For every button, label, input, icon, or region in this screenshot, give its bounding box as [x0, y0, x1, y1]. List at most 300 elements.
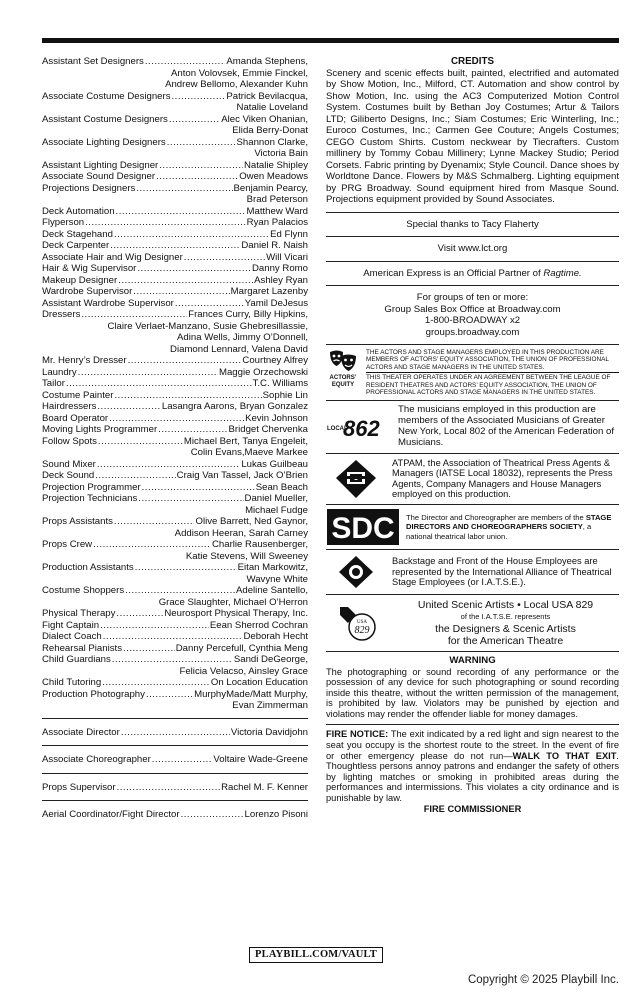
- credit-name-continued: Andrew Bellomo, Alexander Kuhn: [165, 79, 308, 90]
- credit-name: Shannon Clarke,: [236, 136, 308, 148]
- fire-notice-text-2: . Thoughtless persons annoy patrons and endanger the safety of others by lighting matches or smoking in prohibited areas during the performances and intermissions. This violates a city ordinance and is punishable by law.: [326, 750, 619, 804]
- credit-role: Board Operator: [42, 412, 109, 424]
- credit-line: [42, 654, 308, 666]
- credit-name-continued: Wavyne White: [246, 573, 308, 585]
- credit-line: [42, 677, 308, 689]
- warning-body: The photographing or sound recording of any performance or the possession of any device for such photographing or sound recording inside this theatre, without the written permission of the management, is prohibited by law. Violators may be punished by ejection and violations may render the offender liable for money damages.: [326, 666, 619, 719]
- credit-entry: [42, 160, 308, 172]
- credit-line: [42, 401, 308, 413]
- usa-829-emblem-icon: [334, 603, 378, 643]
- credit-name: Craig Van Tassel, Jack O’Brien: [176, 470, 308, 481]
- divider: [42, 773, 308, 774]
- leader-dots: [152, 754, 213, 766]
- credit-line: [42, 240, 308, 252]
- divider: [326, 236, 619, 237]
- credit-entry: [42, 114, 308, 137]
- credit-name: On Location Education: [210, 677, 308, 688]
- credit-line: [42, 171, 308, 183]
- top-rule: [42, 38, 619, 43]
- credit-entry: [42, 378, 308, 390]
- credit-name: Alec Viken Ohanian,: [221, 113, 308, 125]
- credit-entry: [42, 367, 308, 379]
- credit-name: Margaret Lazenby: [230, 286, 308, 297]
- equity-text: THE ACTORS AND STAGE MANAGERS EMPLOYED IN THIS PRODUCTION ARE MEMBERS OF ACTORS’ EQUITY ASSOCIATION, THE UNION OF PROFESSIONAL ACTORS AND STAGE MANAGERS IN THE UNITED STATES.: [366, 349, 619, 373]
- credit-entry: [42, 183, 308, 206]
- credit-name: Olive Barrett, Ned Gaynor,: [195, 516, 308, 527]
- credit-role: Assistant Wardrobe Supervisor: [42, 297, 174, 309]
- sdc-text: The Director and Choreographer are members of the: [406, 513, 586, 523]
- credit-line: [42, 355, 308, 367]
- credit-name: Ryan Palacios: [246, 217, 308, 228]
- divider: [326, 400, 619, 401]
- leader-dots: [128, 355, 242, 367]
- credit-name: Victoria Davidjohn: [230, 726, 308, 738]
- credits-column: [326, 56, 619, 815]
- show-title: Ragtime.: [543, 267, 582, 279]
- credit-name: Lorenzo Pisoni: [244, 809, 308, 820]
- leader-dots: [159, 160, 243, 172]
- credit-role: Moving Lights Programmer: [42, 424, 158, 435]
- credit-line: [42, 217, 308, 229]
- credit-entry: [42, 240, 308, 252]
- credit-name: Eean Sherrod Cochran: [209, 619, 308, 631]
- leader-dots: [167, 137, 236, 149]
- credit-line: [42, 470, 308, 482]
- credits-body: Scenery and scenic effects built, painted, electrified and automated by Show Motion, Inc., Milford, CT. Automation and show control by Show Motion, Inc. using the AC3 Computerized Motion Control System. Costumes built by Bethan Joy Costumes; Artur & Tailors LTD; Giliberto Designs, Inc.; Siam Costumes; Eric Winterling, Inc.; Euroco Costumes, Inc.; Carmen Gee Couture; Angels Costumes; CEGO Custom Shirts. Custom neckwear by Tiecrafters. Custom millinery by Tommy Cobau Millinery; Lynne Mackey Studio; Period Corsets. Fabric printing by Dyenamix; Style Council. Dance shoes by Worldtone Dance. Flowers by M&S Schmalberg. Lighting equipment by PRG Broadway. Sound equipment hired from Masque Sound. Projections equipment provided by Sound Associates.: [326, 67, 619, 205]
- fire-commissioner: FIRE COMMISSIONER: [423, 803, 522, 814]
- usa-text-line: United Scenic Artists • Local USA 829: [417, 599, 594, 611]
- credit-name-continued: Natalie Loveland: [236, 102, 308, 113]
- usa-text-line: of the I.A.T.S.E. represents: [460, 612, 551, 621]
- credit-name: Eitan Markowitz,: [237, 562, 308, 573]
- credit-name: Yamil DeJesus: [244, 297, 308, 309]
- credit-line: [42, 252, 308, 264]
- credit-role: Associate Choreographer: [42, 754, 151, 765]
- credit-entry: [42, 229, 308, 241]
- leader-dots: [93, 539, 211, 551]
- leader-dots: [97, 459, 240, 471]
- credit-name: Will Vicari: [266, 251, 308, 263]
- divider: [326, 285, 619, 286]
- credit-role: Hairdressers: [42, 401, 97, 412]
- credit-entry: [42, 608, 308, 620]
- credit-line: [42, 206, 308, 218]
- credit-role: Props Crew: [42, 539, 93, 550]
- leader-dots: [123, 643, 175, 655]
- credit-role: Projection Technicians: [42, 493, 138, 504]
- credit-name: Sandi DeGeorge,: [233, 654, 308, 665]
- credit-entry: [42, 470, 308, 482]
- leader-dots: [114, 390, 261, 402]
- leader-dots: [95, 470, 175, 482]
- credit-role: Rehearsal Pianists: [42, 642, 122, 654]
- leader-dots: [114, 229, 269, 241]
- credit-entry: [42, 137, 308, 160]
- credit-role: Associate Lighting Designers: [42, 136, 166, 148]
- credit-line: [42, 459, 308, 471]
- leader-dots: [100, 620, 209, 632]
- credit-line: [42, 275, 308, 287]
- divider: [42, 718, 308, 719]
- credit-role: Child Tutoring: [42, 677, 102, 688]
- sdc-logo-icon: [327, 509, 399, 545]
- leader-dots: [169, 114, 220, 126]
- credit-line: [42, 56, 308, 68]
- iatse-notice: [326, 554, 619, 590]
- credit-line: [42, 137, 308, 149]
- credit-name: Benjamin Pearcy,: [233, 182, 308, 194]
- credit-entry: [42, 91, 308, 114]
- credit-name-continued: Brad Peterson: [246, 194, 308, 205]
- credit-entry: [42, 309, 308, 355]
- credit-line: [42, 562, 308, 574]
- credit-role: Props Supervisor: [42, 781, 116, 793]
- credit-entry: [42, 516, 308, 539]
- divider: [326, 724, 619, 725]
- credit-name: Deborah Hecht: [243, 631, 308, 642]
- playbill-vault-link[interactable]: PLAYBILL.COM/VAULT: [249, 947, 383, 963]
- divider: [326, 212, 619, 213]
- credit-line: [42, 782, 308, 794]
- leader-dots: [158, 424, 227, 436]
- credit-name: Sophie Lin: [262, 389, 308, 401]
- leader-dots: [181, 809, 244, 821]
- credit-line: [42, 229, 308, 241]
- credit-name: Lasangra Aarons, Bryan Gonzalez: [161, 401, 308, 412]
- credit-name: Daniel R. Naish: [241, 240, 308, 251]
- credit-name: Charlie Rausenberger,: [212, 539, 308, 550]
- local-802-notice: [326, 405, 619, 448]
- sdc-name: STAGE DIRECTORS AND CHOREOGRAPHERS SOCIETY: [406, 513, 612, 532]
- credit-line: [42, 91, 308, 103]
- credit-role: Associate Costume Designers: [42, 90, 171, 102]
- divider: [326, 453, 619, 454]
- credit-entry: [42, 171, 308, 183]
- atpam-text: ATPAM, the Association of Theatrical Press Agents & Managers (IATSE Local 18032), represents the Press Agents, Company Managers and House Managers employed on this production.: [392, 457, 613, 500]
- credit-name: Ashley Ryan: [254, 274, 308, 286]
- credit-role: Aerial Coordinator/Fight Director: [42, 809, 180, 820]
- credit-name: T.C. Williams: [252, 378, 308, 389]
- credit-role: Dialect Coach: [42, 631, 102, 642]
- divider: [326, 261, 619, 262]
- credit-entry: [42, 401, 308, 413]
- divider: [326, 651, 619, 652]
- leader-dots: [184, 252, 265, 264]
- leader-dots: [116, 608, 163, 620]
- credit-name: Courtney Alfrey: [242, 355, 308, 366]
- fire-notice-text: The exit indicated by a red light and sign nearest to the seat you occupy is the shortest route to the street. In the event of fire or other emergency please do not run—: [326, 729, 620, 761]
- credit-role: Deck Sound: [42, 470, 95, 481]
- credit-line: [42, 727, 308, 739]
- leader-dots: [125, 585, 235, 597]
- credit-line: [42, 263, 308, 275]
- local-802-icon: [327, 414, 391, 440]
- divider: [42, 800, 308, 801]
- group-sales: [326, 292, 619, 338]
- credit-entry: [42, 654, 308, 677]
- credit-line: [42, 367, 308, 379]
- credit-entry: [42, 206, 308, 218]
- svg-text:USA: USA: [356, 620, 368, 625]
- credit-name: Owen Meadows: [239, 171, 308, 182]
- credit-role: Fight Captain: [42, 619, 100, 631]
- credit-entry: [42, 585, 308, 608]
- credit-role: Physical Therapy: [42, 608, 116, 619]
- leader-dots: [66, 378, 252, 390]
- credit-name-continued: Grace Slaughter, Michael O’Herron: [158, 596, 308, 608]
- credit-line: [42, 286, 308, 298]
- leader-dots: [142, 482, 255, 494]
- credit-line: [42, 309, 308, 321]
- divider: [326, 504, 619, 505]
- iatse-logo: [326, 554, 386, 590]
- leader-dots: [121, 727, 230, 739]
- usa-829-number: 829: [354, 625, 370, 636]
- credit-entry: [42, 562, 308, 585]
- leader-dots: [114, 516, 195, 528]
- credit-name-continued: Colin Evans,Maeve Markee: [190, 447, 308, 458]
- fire-notice-label: FIRE NOTICE:: [326, 729, 389, 740]
- credit-entry: [42, 298, 308, 310]
- amex-partner: [326, 268, 619, 280]
- amex-text: American Express is an Official Partner of: [363, 267, 544, 279]
- leader-dots: [78, 367, 218, 379]
- leader-dots: [85, 217, 246, 229]
- leader-dots: [146, 689, 193, 701]
- leader-dots: [116, 206, 246, 218]
- credit-name-continued: Adina Wells, Jimmy O’Donnell,: [177, 332, 308, 343]
- credit-name-continued: Elida Berry-Donat: [232, 125, 308, 136]
- credit-name: Michael Bert, Tanya Engeleit,: [183, 435, 308, 447]
- leader-dots: [98, 436, 183, 448]
- credit-name: Danny Percefull, Cynthia Meng: [175, 642, 308, 654]
- credit-line: [42, 390, 308, 402]
- credit-line: [42, 539, 308, 551]
- credit-line: [42, 436, 308, 448]
- credit-entry: [42, 286, 308, 298]
- credit-entry: [42, 754, 308, 766]
- credit-name: Danny Romo: [252, 263, 308, 274]
- credit-name-continued: Claire Verlaet-Manzano, Susie Ghebresillassie,: [107, 320, 308, 332]
- credit-name: Frances Curry, Billy Hipkins,: [188, 309, 308, 320]
- visit-link[interactable]: Visit www.lct.org: [437, 243, 508, 254]
- leader-dots: [133, 286, 229, 298]
- credit-role: Tailor: [42, 378, 65, 389]
- credit-name: Ed Flynn: [270, 228, 308, 240]
- usa-text-line: for the American Theatre: [447, 635, 564, 647]
- credit-name: Maggie Orzechowski: [218, 366, 308, 378]
- credit-role: Assistant Lighting Designer: [42, 159, 159, 171]
- sdc-logo-letters: SDC: [331, 512, 395, 545]
- usa-829-logo: [326, 603, 386, 643]
- credit-name: Bridget Chervenka: [228, 424, 308, 435]
- credit-line: [42, 643, 308, 655]
- leader-dots: [117, 782, 220, 794]
- credit-line: [42, 114, 308, 126]
- sdc-text-end: , a national theatrical labor union.: [406, 522, 592, 541]
- leader-dots: [175, 298, 244, 310]
- credit-line: [42, 585, 308, 597]
- credit-role: Sound Mixer: [42, 458, 96, 470]
- credit-line: [42, 516, 308, 528]
- credit-name: MurphyMade/Matt Murphy,: [194, 688, 308, 700]
- credit-role: Production Photography: [42, 688, 145, 700]
- credit-entry: [42, 493, 308, 516]
- leader-dots: [109, 413, 244, 425]
- credit-entry: [42, 459, 308, 471]
- leader-dots: [118, 275, 253, 287]
- credit-role: Projection Programmer: [42, 481, 141, 493]
- credit-entry: [42, 677, 308, 689]
- iatse-emblem-icon: [334, 458, 378, 500]
- credit-line: [42, 160, 308, 172]
- equity-notice: [326, 349, 619, 396]
- credit-name: Sean Beach: [255, 481, 308, 493]
- leader-dots: [81, 309, 187, 321]
- credit-role: Associate Sound Designer: [42, 171, 156, 182]
- usa-text-line: the Designers & Scenic Artists: [435, 623, 576, 635]
- credit-line: [42, 298, 308, 310]
- credit-line: [42, 608, 308, 620]
- leader-dots: [103, 631, 243, 643]
- credit-name-continued: Katie Stevens, Will Sweeney: [185, 550, 308, 562]
- local-802-number: 862: [343, 416, 380, 441]
- credit-role: Production Assistants: [42, 562, 134, 573]
- theatre-masks-icon: [328, 349, 358, 375]
- credit-name-continued: Felicia Velacso, Ainsley Grace: [179, 665, 308, 677]
- actors-equity-logo: [326, 349, 360, 388]
- credit-role: Deck Carpenter: [42, 240, 110, 251]
- credit-role: Makeup Designer: [42, 274, 118, 286]
- leader-dots: [112, 654, 233, 666]
- credit-line: [42, 183, 308, 195]
- leader-dots: [156, 171, 238, 183]
- credit-entry: [42, 263, 308, 275]
- credit-name: Lukas Guilbeau: [241, 458, 308, 470]
- credit-name-continued: Anton Volovsek, Emmie Finckel,: [170, 67, 308, 79]
- credit-line: [42, 809, 308, 821]
- credit-role: Props Assistants: [42, 516, 113, 527]
- credit-line: [42, 413, 308, 425]
- fire-notice-emphasis: WALK TO THAT EXIT: [512, 750, 617, 761]
- credit-name: Natalie Shipley: [244, 159, 308, 171]
- credit-role: Associate Director: [42, 726, 120, 738]
- fire-notice: [326, 729, 619, 803]
- credit-entry: [42, 56, 308, 91]
- credit-name: Voltaire Wade-Greene: [213, 754, 308, 765]
- credits-heading: CREDITS: [450, 56, 494, 67]
- divider: [326, 549, 619, 550]
- credit-entry: [42, 643, 308, 655]
- credit-entry: [42, 390, 308, 402]
- credit-line: [42, 631, 308, 643]
- credit-role: Deck Stagehand: [42, 228, 113, 240]
- credit-role: Wardrobe Supervisor: [42, 286, 133, 297]
- divider: [326, 594, 619, 595]
- iatse-text: Backstage and Front of the House Employees are represented by the International Alliance of Theatrical Stage Employees (or I.A.T.S.E.).: [392, 556, 612, 588]
- staff-credits-column: [42, 56, 308, 823]
- leader-dots: [97, 401, 160, 413]
- group-sales-phone: 1-800-BROADWAY x2: [424, 315, 521, 326]
- credit-role: Projections Designers: [42, 182, 136, 194]
- group-sales-line: For groups of ten or more:: [416, 292, 529, 303]
- credit-entry: [42, 809, 308, 821]
- credit-name: Patrick Bevilacqua,: [226, 90, 308, 102]
- credit-line: [42, 424, 308, 436]
- special-thanks: Special thanks to Tacy Flaherty: [406, 218, 539, 230]
- credit-role: Follow Spots: [42, 435, 97, 447]
- equity-text-2: THIS THEATER OPERATES UNDER AN AGREEMENT BETWEEN THE LEAGUE OF RESIDENT THEATRES AND ACTORS’ EQUITY ASSOCIATION, THE UNION OF PROFESSIONAL ACTORS AND STAGE MANAGERS IN THE UNITED STATES.: [366, 374, 611, 397]
- credit-role: Flyperson: [42, 217, 85, 228]
- leader-dots: [110, 240, 240, 252]
- copyright-notice: Copyright © 2025 Playbill Inc.: [467, 974, 619, 986]
- credit-line: [42, 689, 308, 701]
- credit-role: Costume Shoppers: [42, 585, 125, 596]
- credit-entry: [42, 424, 308, 436]
- credit-role: Costume Painter: [42, 389, 114, 401]
- usa-829-notice: [326, 599, 619, 647]
- leader-dots: [138, 493, 243, 505]
- leader-dots: [102, 677, 210, 689]
- credit-name-continued: Michael Fudge: [245, 504, 308, 516]
- svg-text:LOCAL: LOCAL: [327, 426, 348, 433]
- credit-role: Laundry: [42, 366, 77, 378]
- credit-entry: [42, 217, 308, 229]
- credit-role: Associate Hair and Wig Designer: [42, 251, 183, 263]
- leader-dots: [136, 183, 232, 195]
- credit-role: Assistant Set Designers: [42, 56, 144, 67]
- credit-line: [42, 482, 308, 494]
- credit-entry: [42, 620, 308, 632]
- credit-entry: [42, 727, 308, 739]
- credit-entry: [42, 355, 308, 367]
- credit-name-continued: Addison Heeran, Sarah Carney: [174, 527, 308, 539]
- group-sales-line: Group Sales Box Office at Broadway.com: [384, 303, 561, 315]
- credit-name: Amanda Stephens,: [226, 56, 308, 67]
- credit-role: Mr. Henry’s Dresser: [42, 355, 127, 366]
- credit-name: Adeline Santello,: [235, 585, 308, 596]
- credit-line: [42, 754, 308, 766]
- credit-line: [42, 620, 308, 632]
- credit-entry: [42, 782, 308, 794]
- credit-role: Child Guardians: [42, 654, 111, 665]
- credit-name-continued: Victoria Bain: [254, 148, 308, 159]
- local-802-text: The musicians employed in this production are members of the Associated Musicians of Greater New York, Local 802 of the American Federation of Musicians.: [398, 404, 614, 448]
- atpam-notice: [326, 458, 619, 500]
- local-802-logo: [326, 414, 392, 440]
- credit-line: [42, 493, 308, 505]
- atpam-logo: [326, 458, 386, 500]
- leader-dots: [137, 263, 251, 275]
- credit-name: Rachel M. F. Kenner: [221, 781, 308, 793]
- credit-role: Deck Automation: [42, 205, 115, 217]
- leader-dots: [172, 91, 226, 103]
- credit-entry: [42, 275, 308, 287]
- credit-name-continued: Evan Zimmerman: [232, 700, 308, 711]
- warning-heading: WARNING: [449, 655, 496, 666]
- credit-name: Matthew Ward: [246, 205, 308, 217]
- credit-name: Kevin Johnson: [245, 412, 308, 424]
- credit-entry: [42, 413, 308, 425]
- credit-entry: [42, 436, 308, 459]
- credit-entry: [42, 252, 308, 264]
- sdc-logo: [326, 509, 400, 545]
- group-sales-url[interactable]: groups.broadway.com: [425, 326, 520, 338]
- credit-entry: [42, 689, 308, 712]
- credit-entry: [42, 631, 308, 643]
- leader-dots: [135, 562, 237, 574]
- sdc-notice: [326, 509, 619, 545]
